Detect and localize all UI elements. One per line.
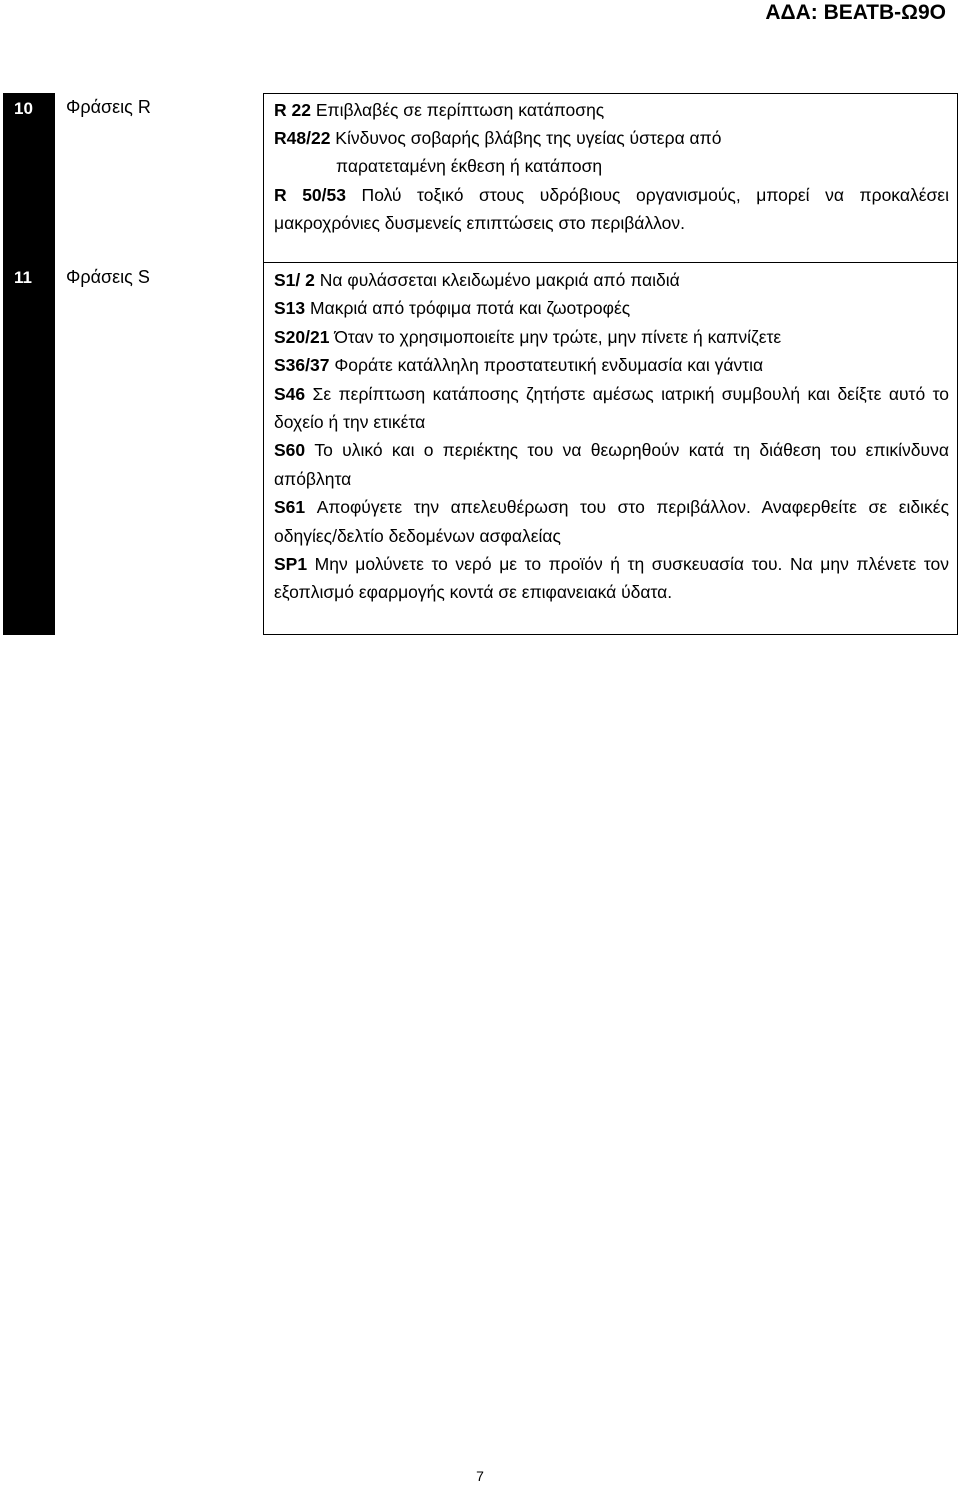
r-phrases-cell	[274, 96, 949, 237]
phrase-sp1: SP1 Μην μολύνετε το νερό με το προϊόν ή τη συσκευασία του. Να μην πλένετε τον εξοπλισμό εφαρμογής κοντά σε επιφανειακά ύδατα.	[274, 554, 949, 603]
phrase-s13: S13 Μακριά από τρόφιμα ποτά και ζωοτροφές	[274, 298, 631, 319]
page-number: 7	[476, 1468, 484, 1484]
ada-header: ΑΔΑ: ΒΕΑΤΒ-Ω9Ο	[765, 1, 946, 24]
row-number-10: 10	[14, 99, 33, 118]
phrases-cell-frame	[263, 93, 958, 635]
row-divider	[264, 262, 957, 263]
s-phrases-cell	[274, 266, 949, 607]
phrase-s36-37: S36/37 Φοράτε κατάλληλη προστατευτική ενδυμασία και γάντια	[274, 355, 764, 376]
phrase-r48-22: R48/22 Κίνδυνος σοβαρής βλάβης της υγείας ύστερα από	[274, 128, 722, 149]
phrase-s20-21: S20/21 Όταν το χρησιμοποιείτε μην τρώτε, μην πίνετε ή καπνίζετε	[274, 326, 782, 347]
phrase-s46: S46 Σε περίπτωση κατάποσης ζητήστε αμέσως ιατρική συμβουλή και δείξτε αυτό το δοχείο ή την ετικέτα	[274, 383, 949, 433]
row-number-column	[3, 93, 55, 635]
phrase-r50-53: R 50/53 Πολύ τοξικό στους υδρόβιους οργανισμούς, μπορεί να προκαλέσει μακροχρόνιες δυσμενείς επιπτώσεις στο περιβάλλον.	[274, 184, 950, 233]
row-label-r-phrases: Φράσεις R	[66, 97, 151, 117]
hazard-phrases-table	[3, 93, 958, 635]
phrase-r22: R 22 Επιβλαβές σε περίπτωση κατάποσης	[274, 100, 605, 120]
row-label-s-phrases: Φράσεις S	[66, 267, 150, 287]
phrase-s60: S60 Το υλικό και ο περιέκτης του να θεωρηθούν κατά τη διάθεση του επικίνδυνα απόβλητα	[274, 440, 949, 489]
phrase-r48-22-continuation: παρατεταμένη έκθεση ή κατάποση	[336, 156, 603, 177]
row-number-11: 11	[14, 268, 32, 287]
phrase-s1-2: S1/ 2 Να φυλάσσεται κλειδωμένο μακριά από παιδιά	[274, 270, 680, 290]
phrase-s61: S61 Αποφύγετε την απελευθέρωση του στο περιβάλλον. Αναφερθείτε σε ειδικές οδηγίες/δελτίο δεδομένων ασφαλείας	[274, 497, 949, 546]
